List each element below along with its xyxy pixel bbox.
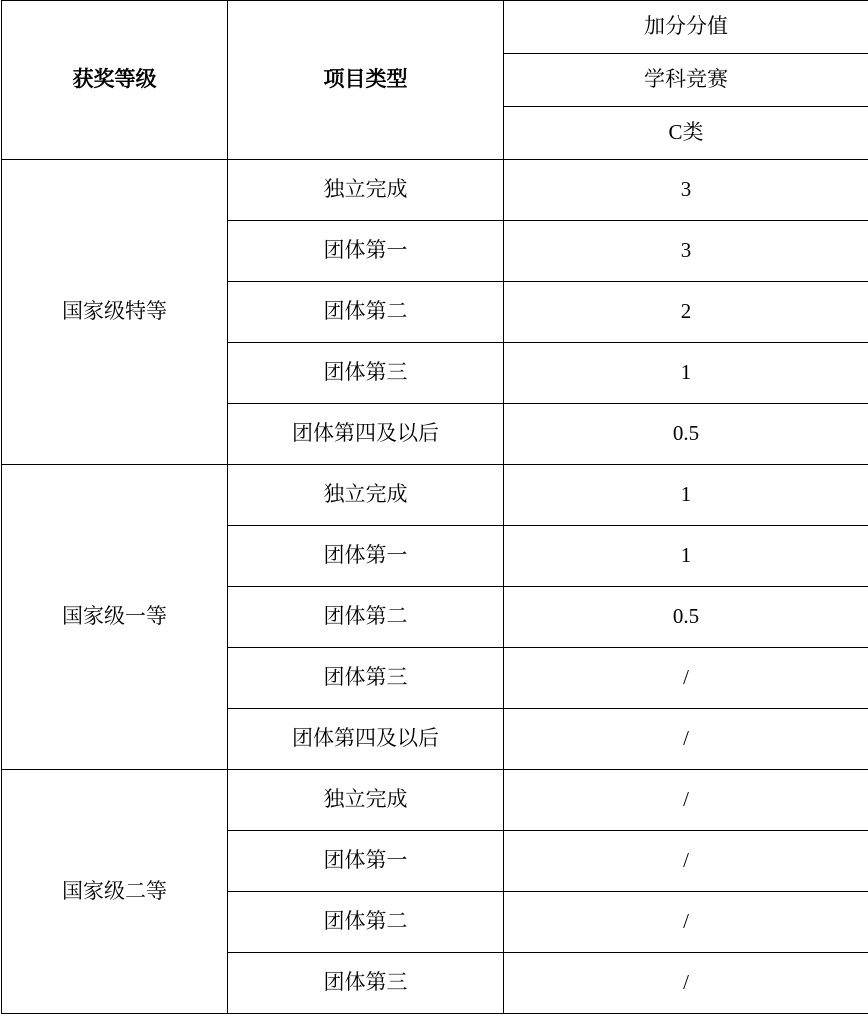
table-row [2,465,868,526]
project-type-cell: 团体第三 [228,343,504,404]
project-type-cell: 团体第一 [228,221,504,282]
header-score-title: 加分分值 [504,1,868,54]
header-award-level: 获奖等级 [2,1,228,160]
score-cell: / [504,709,868,770]
header-score-sub1: 学科竞赛 [504,54,868,107]
score-cell: 3 [504,221,868,282]
project-type-cell: 团体第三 [228,953,504,1014]
score-cell: / [504,648,868,709]
score-cell: 3 [504,160,868,221]
score-cell: 0.5 [504,587,868,648]
project-type-cell: 团体第一 [228,831,504,892]
group-level-label: 国家级二等 [2,770,228,1014]
project-type-cell: 独立完成 [228,160,504,221]
score-cell: 1 [504,465,868,526]
header-project-type: 项目类型 [228,1,504,160]
score-cell: / [504,770,868,831]
project-type-cell: 团体第四及以后 [228,709,504,770]
project-type-cell: 团体第二 [228,892,504,953]
table-row [2,160,868,221]
project-type-cell: 团体第三 [228,648,504,709]
score-cell: 1 [504,343,868,404]
score-cell: / [504,831,868,892]
score-cell: 1 [504,526,868,587]
project-type-cell: 团体第一 [228,526,504,587]
score-cell: 2 [504,282,868,343]
project-type-cell: 团体第四及以后 [228,404,504,465]
table-header-row [2,1,868,54]
score-table [1,0,868,1014]
score-cell: / [504,953,868,1014]
group-level-label: 国家级一等 [2,465,228,770]
score-cell: 0.5 [504,404,868,465]
project-type-cell: 独立完成 [228,465,504,526]
project-type-cell: 独立完成 [228,770,504,831]
header-score-sub2: C类 [504,107,868,160]
project-type-cell: 团体第二 [228,282,504,343]
group-level-label: 国家级特等 [2,160,228,465]
score-cell: / [504,892,868,953]
project-type-cell: 团体第二 [228,587,504,648]
table-row [2,770,868,831]
